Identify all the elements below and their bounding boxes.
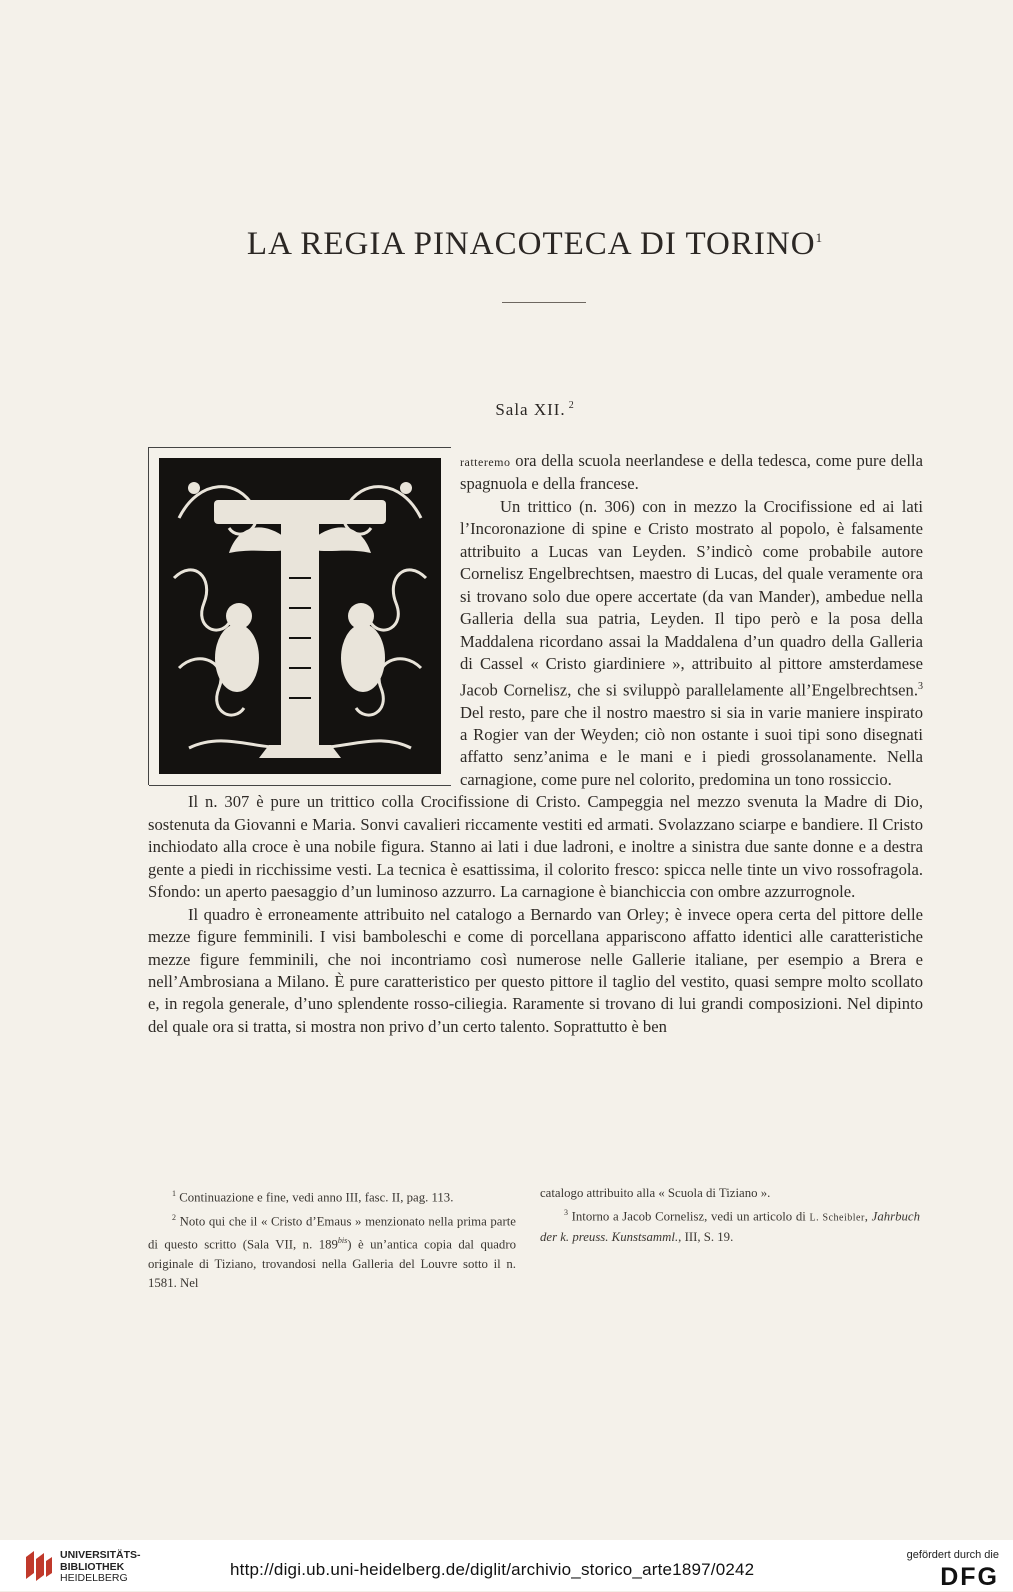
article-body (148, 450, 923, 1038)
paragraph-1: ratteremo ora della scuola neerlandese e della tedesca, come pure della spagnuola e della francese. (460, 451, 923, 494)
footnote-2-continuation: catalogo attribuito alla « Scuola di Tiziano ». (540, 1186, 771, 1200)
permalink-url[interactable]: http://digi.ub.uni-heidelberg.de/diglit/archivio_storico_arte1897/0242 (230, 1560, 755, 1579)
title-footnote-marker: 1 (815, 230, 824, 245)
footnotes-left-column (148, 1184, 516, 1293)
opening-word-smallcaps: ratteremo (460, 455, 511, 469)
footnote-marker-3: 3 (918, 680, 923, 692)
paragraph-4: Il quadro è erroneamente attribuito nel catalogo a Bernardo van Orley; è invece opera certa del pittore delle mezze figure femminili. I visi bamboleschi e come di porcellana appariscono affatto identici alle caratteristiche mezze figure femminili, che noi incontriamo così numerose nelle Gallerie italiane, per esempio a Brera e nell’Ambrosiana a Milano. È pure caratteristico per questo pittore il taglio del vestito, quasi sempre molto scollato e, in regola generale, d’uno splendente rosso-ciliegia. Raramente si trovano di lui grandi composizioni. Nel dipinto del quale ora si tratta, si mostra non privo d’un certo talento. Soprattutto è ben (148, 904, 923, 1036)
footnote-3: $^3$ Intorno a Jacob Cornelisz, vedi un articolo di L. Scheibler, Jahrbuch der k. preuss. Kunstsamml., III, S. 19. (540, 1208, 920, 1244)
paragraph-3: Il n. 307 è pure un trittico colla Crocifissione di Cristo. Campeggia nel mezzo svenuta la Madre di Dio, sostenuta da Giovanni e Maria. Sonvi cavalieri riccamente vestiti ed armati. Svolazzano sciarpe e bandiere. Il Cristo inchiodato alla croce è una nobile figura. Stanno ai lati i due ladroni, e inoltre a sinistra due sante donne e a destra gente a piedi in ricchissime vesti. La tecnica è esattissima, il colorito fresco: spicca nelle tinte un vivo rossofragola. Sfondo: un aperto paesaggio d’un luminoso azzurro. La carnagione è bianchiccia con ombre azzurrognole. (148, 792, 923, 902)
dfg-logo: DFG (940, 1563, 999, 1591)
footnotes-right-column (540, 1184, 920, 1247)
title-rule (502, 302, 586, 303)
footnote-1: $^1$ Continuazione e fine, vedi anno III, fasc. II, pag. 113. (172, 1189, 454, 1205)
library-name: UNIVERSITÄTS- BIBLIOTHEK HEIDELBERG (60, 1549, 141, 1584)
funded-by-label: gefördert durch die (906, 1549, 999, 1561)
paragraph-2: Un trittico (n. 306) con in mezzo la Crocifissione ed ai lati l’Incoronazione di spine e Cristo mostrato al popolo, è falsamente attribuito a Lucas van Leyden. S’indicò come probabile autore Cornelisz Engelbrechtsen, maestro di Lucas, del quale veramente ora si trovano solo due opere accertate (da van Mander), ambedue nella Galleria della sua patria, Leyden. Il tipo però e la posa della Maddalena ricordano assai la Maddalena d’un quadro della Galleria di Cassel « Cristo giardiniere », attribuito al pittore amsterdamese Jacob Cornelisz, che si sviluppò parallelamente all’Engelbrechtsen.$^3$ Del resto, pare che il nostro maestro si sia in varie maniere inspirato a Rogier van der Weyden; ciò non ostante i suoi tipi sono disegnati affatto senz’anima e le mani e i piedi grossolanamente. Nella carnagione, come pure nel colorito, predomina un tono rossiccio. (460, 496, 923, 789)
section-heading: Sala XII. $^2$ (495, 400, 575, 419)
footnote-2: $^2$ Noto qui che il « Cristo d’Emaus » menzionato nella prima parte di questo scritto (Sala VII, n. $189^{bis}$) è un’antica copia dal quadro originale di Tiziano, trovandosi nella Galleria del Louvre sotto il n. 1581. Nel (148, 1212, 516, 1290)
article-title: LA REGIA PINACOTECA DI TORINO$^1$ (246, 226, 824, 262)
section-footnote-marker: 2 (568, 400, 575, 412)
library-logo-icon (22, 1549, 54, 1583)
